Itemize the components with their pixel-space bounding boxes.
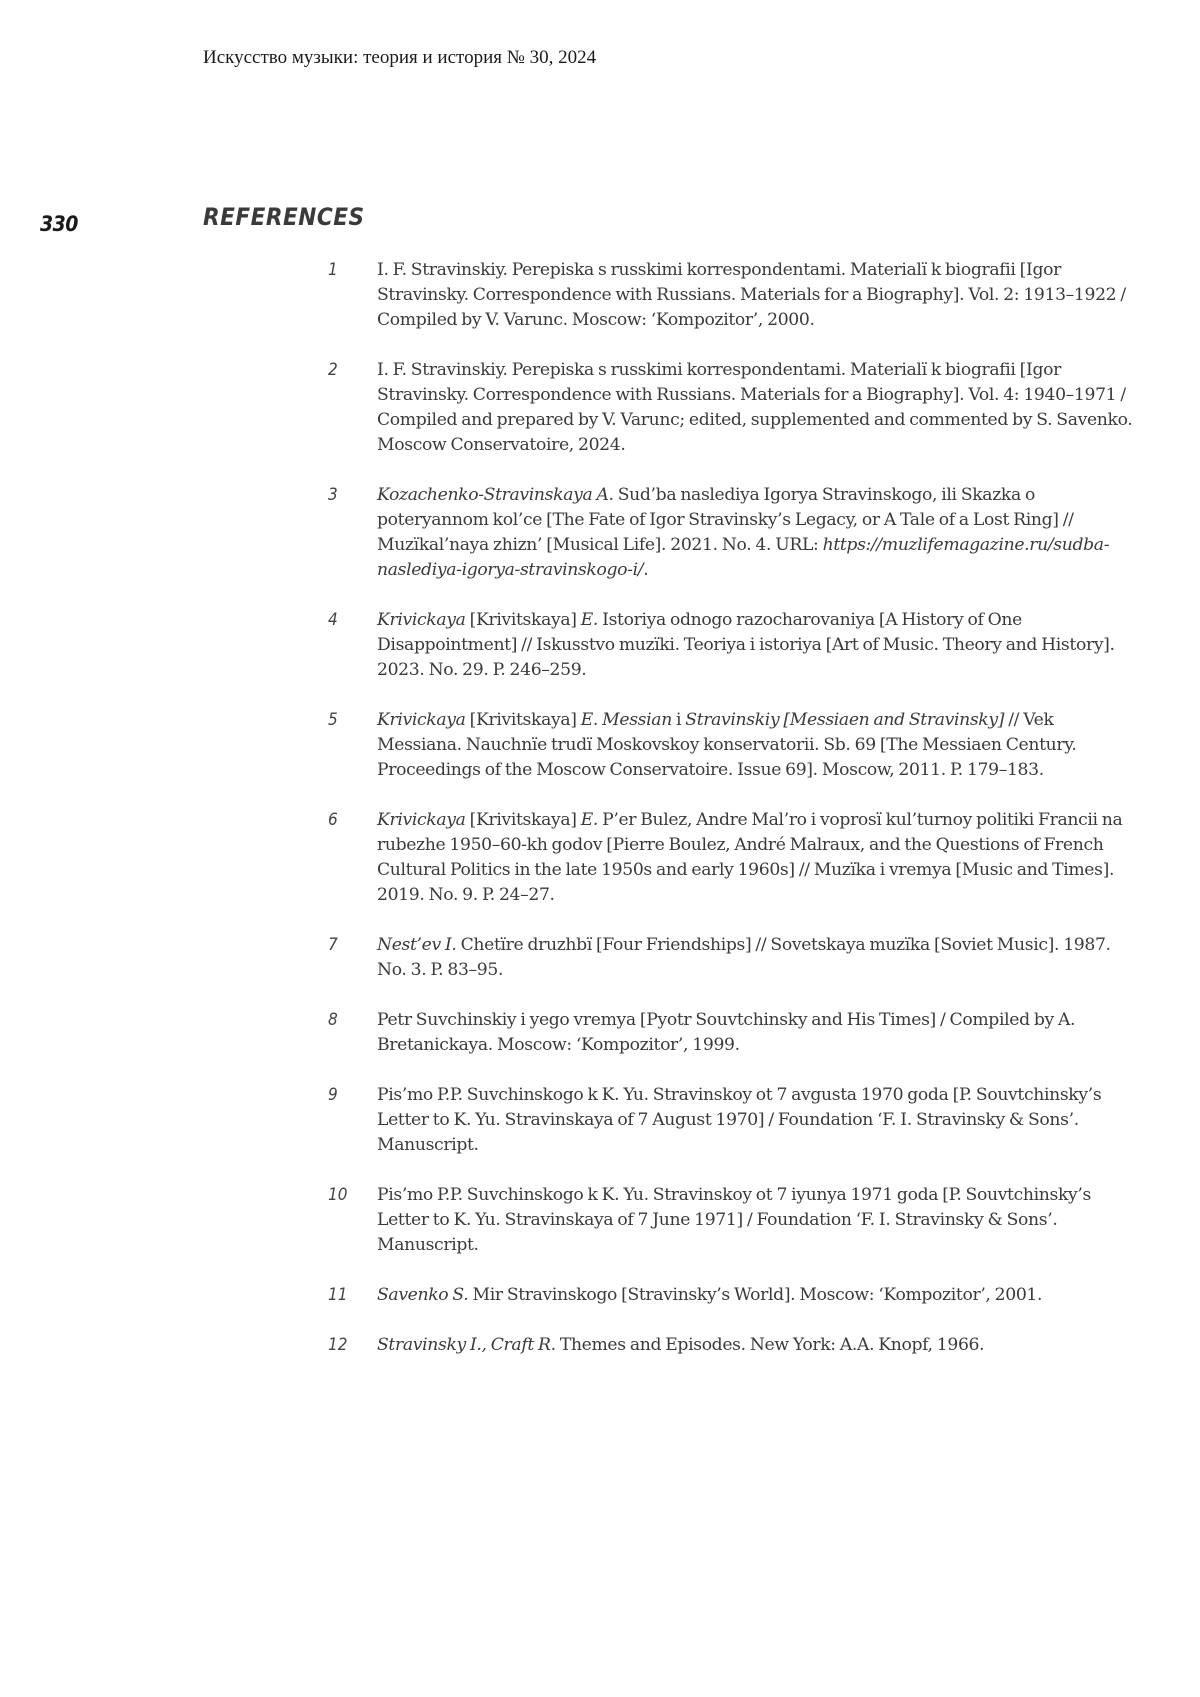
- reference-number: 4: [328, 610, 338, 630]
- reference-number: 9: [328, 1085, 338, 1105]
- reference-text: [377, 1183, 1137, 1258]
- reference-item: [0, 933, 1200, 983]
- reference-text: [377, 1083, 1137, 1158]
- reference-part: Istoriya odnogo razocharovaniya [A History of One Disappointment] // Iskusstvo muzïki. Teoriya i istoriya [Art of Music. Theory and History]. 2023. No. 29. P. 246–259.: [377, 610, 1115, 680]
- reference-part: I. F. Stravinskiy. Perepiska s russkimi korrespondentami. Materialï k biografii [Igor Stravinsky. Correspondence with Russians. Materials for a Biography]. Vol. 4: 1940–1971 / Compiled and prepared by V. Varunc; edited, supplemented and commented by S. Savenko. Moscow Conservatoire, 2024.: [377, 360, 1133, 455]
- reference-italic-part: Stravinsky I., Craft R.: [377, 1335, 556, 1355]
- reference-text: [377, 608, 1137, 683]
- reference-item: [0, 608, 1200, 683]
- reference-item: [0, 1008, 1200, 1058]
- reference-italic-part: Krivickaya: [377, 710, 466, 730]
- reference-number: 5: [328, 710, 338, 730]
- reference-part: Chetïre druzhbï [Four Friendships] // Sovetskaya muzïka [Soviet Music]. 1987. No. 3. P. 83–95.: [377, 935, 1111, 980]
- reference-part: Sud’ba naslediya Igorya Stravinskogo, ili Skazka o poteryannom kol’ce [The Fate of Igor Stravinsky’s Legacy, or A Tale of a Lost Ring] // Muzïkal’naya zhizn’ [Musical Life]. 2021. No. 4. URL:: [377, 485, 1074, 555]
- reference-part: Mir Stravinskogo [Stravinsky’s World]. Moscow: ‘Kompozitor’, 2001.: [468, 1285, 1043, 1305]
- reference-text: [377, 258, 1137, 333]
- reference-number: 7: [328, 935, 338, 955]
- reference-number: 8: [328, 1010, 338, 1030]
- reference-item: [0, 1183, 1200, 1258]
- reference-item: [0, 358, 1200, 458]
- reference-italic-part: Kozachenko-Stravinskaya A.: [377, 485, 614, 505]
- reference-part: Themes and Episodes. New York: A.A. Knopf, 1966.: [555, 1335, 985, 1355]
- reference-text: [377, 708, 1137, 783]
- reference-part: [Krivitskaya]: [465, 610, 581, 630]
- reference-italic-part: Krivickaya: [377, 610, 466, 630]
- reference-item: [0, 483, 1200, 583]
- reference-part: [Krivitskaya]: [465, 710, 581, 730]
- reference-part: .: [643, 560, 649, 580]
- reference-list: [0, 258, 1200, 1383]
- reference-number: 1: [328, 260, 338, 280]
- reference-text: [377, 483, 1137, 583]
- reference-italic-part: E.: [580, 610, 599, 630]
- reference-number: 12: [328, 1335, 348, 1355]
- reference-italic-part: Stravinskiy [Messiaen and Stravinsky]: [685, 710, 1005, 730]
- reference-part: Petr Suvchinskiy i yego vremya [Pyotr Souvtchinsky and His Times] / Compiled by A. Bretanickaya. Moscow: ‘Kompozitor’, 1999.: [377, 1010, 1076, 1055]
- page-number: 330: [40, 212, 78, 236]
- reference-part: Pis’mo P.P. Suvchinskogo k K. Yu. Stravinskoy ot 7 avgusta 1970 goda [P. Souvtchinsky’s Letter to K. Yu. Stravinskaya of 7 August 1970] / Foundation ‘F. I. Stravinsky & Sons’. Manuscript.: [377, 1085, 1102, 1155]
- section-title: REFERENCES: [203, 203, 365, 231]
- reference-text: [377, 1283, 1137, 1308]
- reference-part: [Krivitskaya]: [465, 810, 581, 830]
- reference-text: [377, 358, 1137, 458]
- reference-italic-part: Krivickaya: [377, 810, 466, 830]
- reference-item: [0, 1083, 1200, 1158]
- reference-text: [377, 1333, 1137, 1358]
- reference-item: [0, 708, 1200, 783]
- reference-number: 6: [328, 810, 338, 830]
- reference-text: [377, 933, 1137, 983]
- reference-text: [377, 808, 1137, 908]
- reference-number: 11: [328, 1285, 348, 1305]
- reference-item: [0, 1283, 1200, 1308]
- reference-number: 10: [328, 1185, 348, 1205]
- reference-part: I. F. Stravinskiy. Perepiska s russkimi korrespondentami. Materialï k biografii [Igor Stravinsky. Correspondence with Russians. Materials for a Biography]. Vol. 2: 1913–1922 / Compiled by V. Varunc. Moscow: ‘Kompozitor’, 2000.: [377, 260, 1126, 330]
- reference-text: [377, 1008, 1137, 1058]
- reference-number: 2: [328, 360, 338, 380]
- reference-part: // Vek Messiana. Nauchnïe trudï Moskovskoy konservatorii. Sb. 69 [The Messiaen Century. Proceedings of the Moscow Conservatoire. Issue 69]. Moscow, 2011. P. 179–183.: [377, 710, 1077, 780]
- reference-italic-part: E. Messian: [580, 710, 672, 730]
- reference-number: 3: [328, 485, 338, 505]
- reference-italic-part: Nest’ev I.: [377, 935, 457, 955]
- reference-italic-part: Savenko S.: [377, 1285, 469, 1305]
- reference-italic-part: E.: [580, 810, 599, 830]
- reference-item: [0, 258, 1200, 333]
- reference-item: [0, 808, 1200, 908]
- reference-part: i: [671, 710, 686, 730]
- running-head: Искусство музыки: теория и история № 30, 2024: [203, 47, 597, 68]
- reference-part: Pis’mo P.P. Suvchinskogo k K. Yu. Stravinskoy ot 7 iyunya 1971 goda [P. Souvtchinsky’s Letter to K. Yu. Stravinskaya of 7 June 1971] / Foundation ‘F. I. Stravinsky & Sons’. Manuscript.: [377, 1185, 1091, 1255]
- reference-part: P’er Bulez, Andre Mal’ro i voprosï kul’turnoy politiki Francii na rubezhe 1950–60-kh godov [Pierre Boulez, André Malraux, and the Questions of French Cultural Politics in the late 1950s and early 1960s] // Muzïka i vremya [Music and Times]. 2019. No. 9. P. 24–27.: [377, 810, 1123, 905]
- reference-italic-part: https://muzlifemagazine.ru/sudba-naslediya-igorya-stravinskogo-i/: [377, 535, 1110, 580]
- reference-item: [0, 1333, 1200, 1358]
